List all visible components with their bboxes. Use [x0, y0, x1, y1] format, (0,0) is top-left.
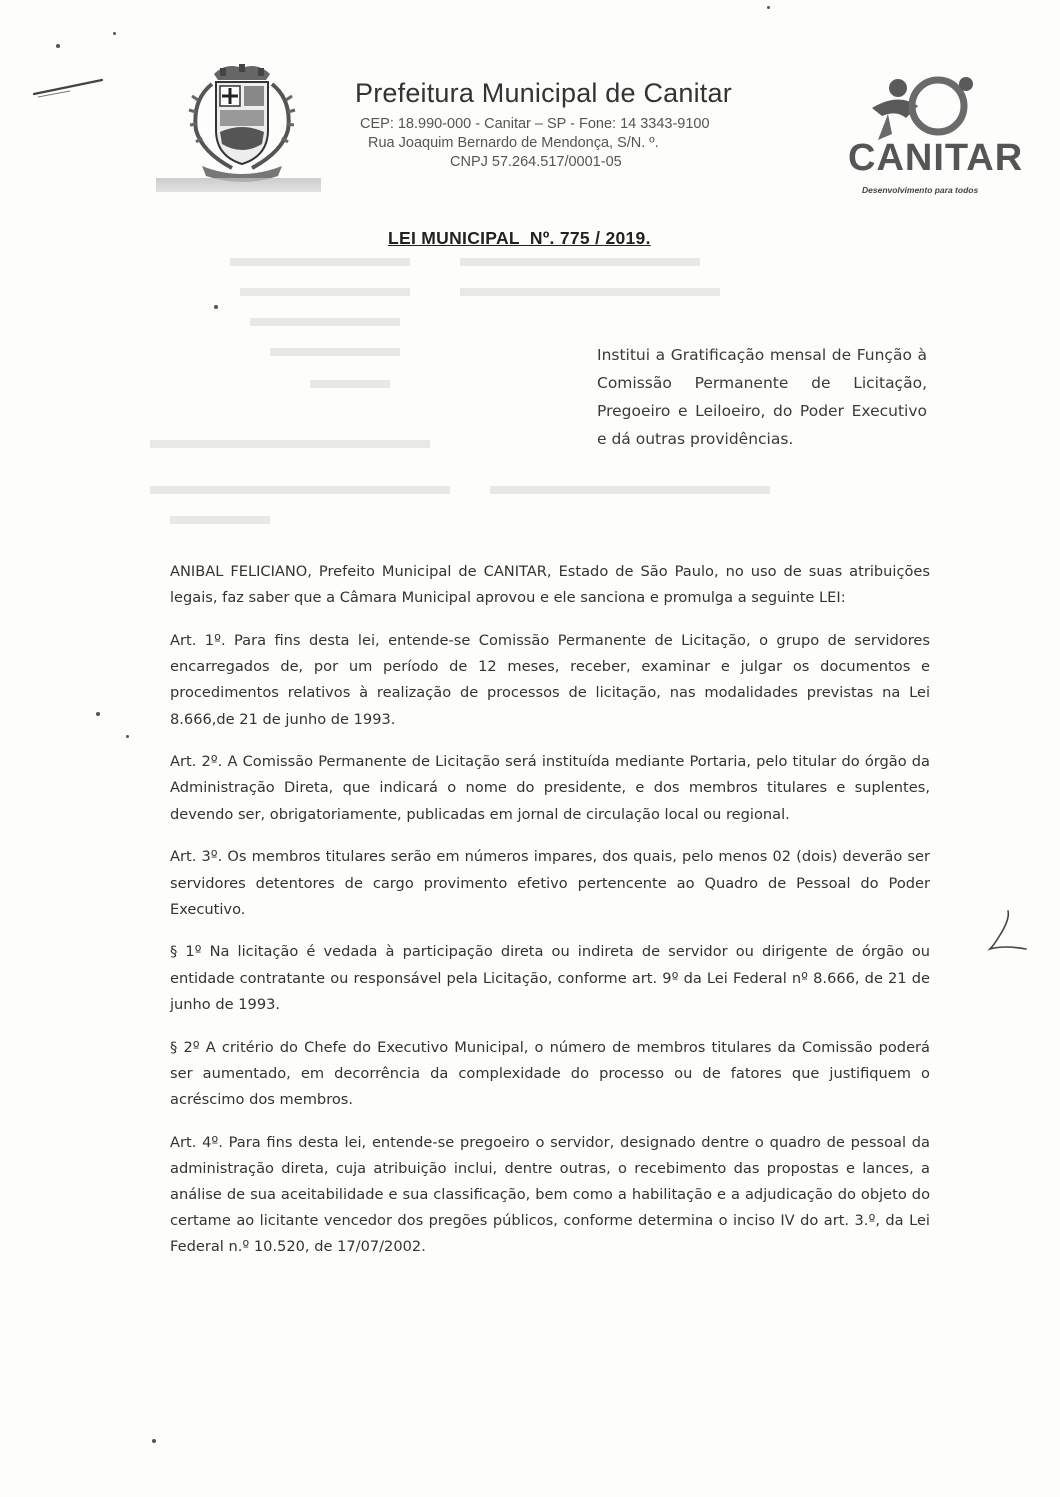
article-3: Art. 3º. Os membros titulares serão em números impares, dos quais, pelo menos 02 (dois) deverão ser servidores detentores de cargo provimento efetivo pertencente ao Quadro de Pessoal do Poder Executivo.: [170, 848, 930, 918]
letterhead: [355, 78, 825, 172]
article-2: Art. 2º. A Comissão Permanente de Licitação será instituída mediante Portaria, pelo titular do órgão da Administração Direta, que indicará o nome do presidente, e dos membros titulares e suplentes, devendo ser, obrigatoriamente, publicadas em jornal de circulação local ou regional.: [170, 753, 930, 823]
law-title: LEI MUNICIPAL Nº. 775 / 2019.: [388, 228, 651, 248]
law-summary-ementa: Institui a Gratificação mensal de Função à Comissão Permanente de Licitação, Pregoeiro e Leiloeiro, do Poder Executivo e dá outras providências.: [597, 346, 927, 448]
scan-speck: [126, 735, 129, 738]
municipal-coat-of-arms-icon: [162, 60, 322, 188]
handwritten-page-number: [982, 905, 1032, 955]
cnpj-line: CNPJ 57.264.517/0001-05: [450, 154, 622, 170]
scan-speck: [113, 32, 116, 35]
enactment-clause: ANIBAL FELICIANO, Prefeito Municipal de CANITAR, Estado de São Paulo, no uso de suas atribuições legais, faz saber que a Câmara Municipal aprovou e ele sanciona e promulga a seguinte LEI:: [170, 563, 930, 607]
address-line-2: Rua Joaquim Bernardo de Mendonça, S/N. º.: [368, 135, 659, 151]
organization-name: Prefeitura Municipal de Canitar: [355, 78, 732, 108]
address-line-1: CEP: 18.990-000 - Canitar – SP - Fone: 14 3343-9100: [360, 116, 710, 132]
scan-speck: [56, 44, 60, 48]
article-3-paragraph-1: § 1º Na licitação é vedada à participação direta ou indireta de servidor ou dirigente de órgão ou entidade contratante ou responsável pela Licitação, conforme art. 9º da Lei Federal nº 8.666, de 21 de junho de 1993.: [170, 943, 930, 1013]
scan-speck: [96, 712, 100, 716]
logo-wordmark: CANITAR: [848, 137, 1024, 179]
article-1: Art. 1º. Para fins desta lei, entende-se Comissão Permanente de Licitação, o grupo de servidores encarregados de, por um período de 12 meses, receber, examinar e julgar os documentos e procedimentos relativos à realização de processos de licitação, nas modalidades previstas na Lei 8.666,de 21 de junho de 1993.: [170, 631, 930, 728]
crest-scan-shadow: [156, 178, 321, 192]
logo-tagline: Desenvolvimento para todos: [862, 185, 979, 195]
pen-stroke-mark: [30, 72, 110, 102]
article-4: Art. 4º. Para fins desta lei, entende-se pregoeiro o servidor, designado dentre o quadro de pessoal da administração direta, cuja atribuição inclui, dentre outras, o recebimento das propostas e lances, a análise de sua aceitabilidade e sua classificação, bem como a habilitação e a adjudicação do objeto do certame ao licitante vencedor dos pregões públicos, conforme determina o inciso IV do art. 3.º, da Lei Federal n.º 10.520, de 17/07/2002.: [170, 1133, 930, 1256]
law-body: [170, 559, 930, 1277]
canitar-figure-logo-icon: [848, 70, 1023, 200]
scan-speck: [152, 1439, 156, 1443]
article-3-paragraph-2: § 2º A critério do Chefe do Executivo Municipal, o número de membros titulares da Comissão poderá ser aumentado, em decorrência da complexidade do processo ou de fatores que justifiquem o acréscimo dos membros.: [170, 1038, 930, 1108]
scan-speck: [767, 6, 770, 9]
